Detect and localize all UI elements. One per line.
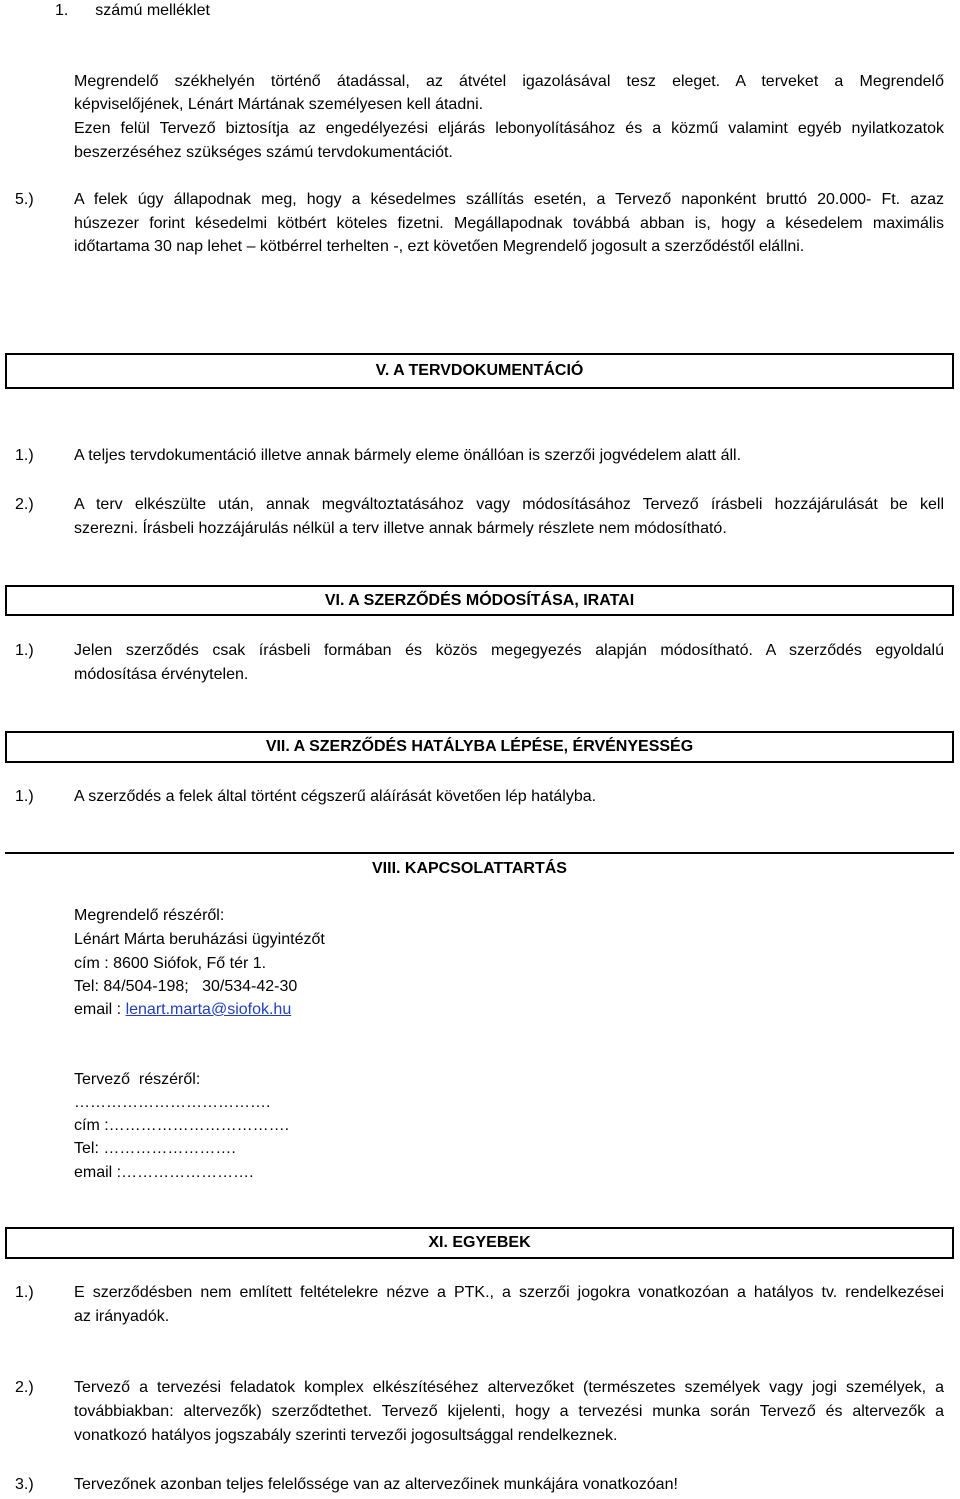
item-number: 3.) (15, 1476, 34, 1493)
item-number: 2.) (15, 1379, 34, 1396)
item-line: A terv elkészülte után, annak megváltoztatásához vagy módosításához Tervező írásbeli hozzájárulását be kell (74, 496, 944, 513)
designer-label: Tervező részéről: (74, 1071, 201, 1088)
header-number: 1. (55, 2, 69, 19)
item-number: 1.) (15, 788, 34, 805)
item-line: szerezni. Írásbeli hozzájárulás nélkül a terv illetve annak bármely részlete nem módosítható. (74, 520, 727, 537)
intro-line: Megrendelő székhelyén történő átadással, az átvétel igazolásával tesz eleget. A terveket a Megrendelő (74, 73, 944, 90)
client-name: Lénárt Márta beruházási ügyintézőt (74, 931, 325, 948)
item-line: az irányadók. (74, 1308, 170, 1325)
section-heading-viii: VIII. KAPCSOLATTARTÁS (372, 860, 567, 877)
designer-phone: Tel: ……………………. (74, 1140, 236, 1157)
email-label: email : (74, 1001, 126, 1018)
clause-number: 5.) (15, 191, 34, 208)
item-line: vonatkozó hatályos jogszabály szerinti tervezői jogosultsággal rendelkeznek. (74, 1427, 618, 1444)
section-heading-xi: XI. EGYEBEK (5, 1227, 954, 1259)
intro-line: képviselőjének, Lénárt Mártának személyesen kell átadni. (74, 96, 484, 113)
client-phone: Tel: 84/504-198; 30/534-42-30 (74, 978, 298, 995)
item-line: Tervezőnek azonban teljes felelőssége van az altervezőinek munkájára vonatkozóan! (74, 1476, 678, 1493)
item-line: Tervező a tervezési feladatok komplex elkészítéséhez altervezőket (természetes személyek vagy jogi személyek, a (74, 1379, 944, 1396)
section-heading-vii: VII. A SZERZŐDÉS HATÁLYBA LÉPÉSE, ÉRVÉNYESSÉG (5, 731, 954, 763)
item-line: Jelen szerződés csak írásbeli formában és közös megegyezés alapján módosítható. A szerződés egyoldalú (74, 642, 944, 659)
section-heading-v: V. A TERVDOKUMENTÁCIÓ (5, 353, 954, 389)
header-title: számú melléklet (95, 2, 210, 19)
item-line: A teljes tervdokumentáció illetve annak bármely eleme önállóan is szerzői jogvédelem alatt áll. (74, 447, 742, 464)
intro-line: beszerzéséhez szükséges számú tervdokumentációt. (74, 144, 453, 161)
item-number: 2.) (15, 496, 34, 513)
designer-email: email :……………………. (74, 1164, 254, 1181)
clause-line: időtartama 30 nap lehet – kötbérrel terhelten -, ezt követően Megrendelő jogosult a szerződéstől elállni. (74, 238, 805, 255)
item-line: módosítása érvénytelen. (74, 666, 249, 683)
intro-line: Ezen felül Tervező biztosítja az engedélyezési eljárás lebonyolításához és a közmű valamint egyéb nyilatkozatok (74, 120, 944, 137)
designer-address: cím :……………………………. (74, 1117, 290, 1134)
item-number: 1.) (15, 447, 34, 464)
item-line: A szerződés a felek által történt cégszerű aláírását követően lép hatályba. (74, 788, 597, 805)
item-number: 1.) (15, 1284, 34, 1301)
item-line: továbbiakban: altervezők) szerződtethet. Tervező kijelenti, hogy a tervezési munka során Tervező és altervezők a (74, 1403, 944, 1420)
client-address: cím : 8600 Siófok, Fő tér 1. (74, 955, 267, 972)
section-viii-rule (5, 852, 954, 854)
clause-line: A felek úgy állapodnak meg, hogy a késedelmes szállítás esetén, a Tervező naponként bruttó 20.000- Ft. azaz (74, 191, 944, 208)
designer-name: ………………………………. (74, 1094, 271, 1111)
clause-line: húszezer forint késedelmi kötbért köteles fizetni. Megállapodnak továbbá abban is, hogy a késedelem maximális (74, 215, 944, 232)
client-email-link[interactable]: lenart.marta@siofok.hu (125, 1001, 292, 1018)
client-label: Megrendelő részéről: (74, 907, 225, 924)
page-header (55, 0, 210, 22)
section-heading-vi: VI. A SZERZŐDÉS MÓDOSÍTÁSA, IRATAI (5, 585, 954, 616)
item-line: E szerződésben nem említett feltételekre nézve a PTK., a szerzői jogokra vonatkozóan a hatályos tv. rendelkezései (74, 1284, 944, 1301)
item-number: 1.) (15, 642, 34, 659)
client-email-row (74, 999, 291, 1021)
